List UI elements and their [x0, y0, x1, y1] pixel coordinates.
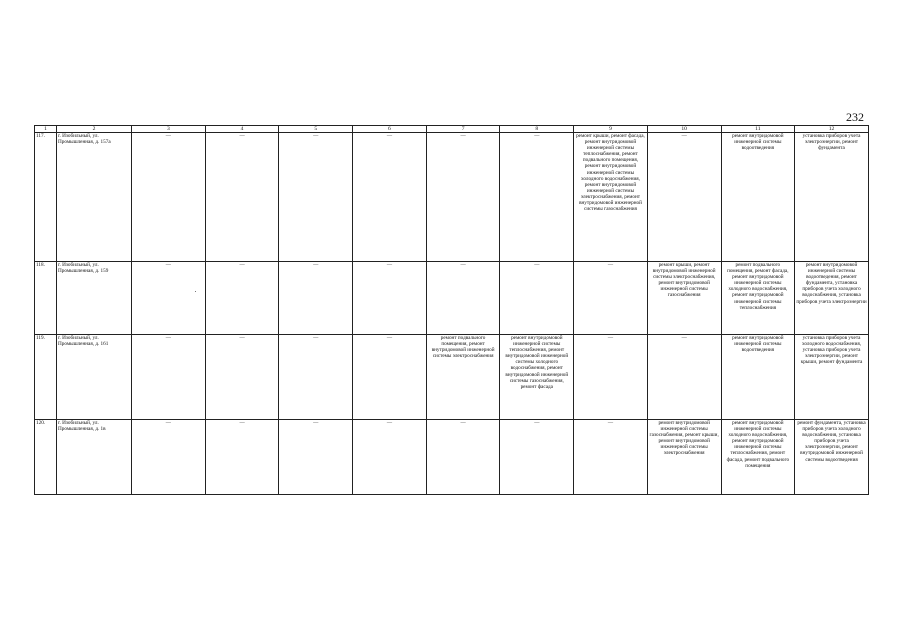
table-cell: ремонт внутридомовой инженерной системы холодного водоснабжения, ремонт внутридомовой инженерной системы теплоснабжения, ремонт фасада, ремонт подвального помещения — [721, 420, 795, 495]
table-cell: установка приборов учета холодного водоснабжения, установка приборов учета электроэнергии, ремонт крыши, ремонт фундамента — [795, 335, 869, 420]
table-cell: — — [647, 133, 721, 262]
table-cell: ремонт фундамента, установка приборов учета холодного водоснабжения, установка приборов учета электроэнергии, ремонт внутридомовой инженерной системы водоотведения — [795, 420, 869, 495]
table-cell: — — [500, 420, 574, 495]
column-header: 2 — [57, 126, 132, 133]
table-cell: — — [205, 262, 279, 335]
row-address: г. Изобильный, ул. Промышленная, д. 159 — [57, 262, 132, 335]
table-cell: — — [205, 335, 279, 420]
table-cell: — — [353, 335, 427, 420]
table-cell: — — [279, 335, 353, 420]
table-cell: ремонт подвального помещения, ремонт внутридомовой инженерной системы электроснабжения — [426, 335, 500, 420]
column-header: 8 — [500, 126, 574, 133]
column-header: 7 — [426, 126, 500, 133]
column-header: 4 — [205, 126, 279, 133]
table-cell: ремонт подвального помещения, ремонт фасада, ремонт внутридомовой инженерной системы холодного водоснабжения, ремонт внутридомовой инженерной системы теплоснабжения — [721, 262, 795, 335]
column-header: 5 — [279, 126, 353, 133]
table-cell: — — [500, 133, 574, 262]
table-cell: — — [279, 420, 353, 495]
table-cell: — — [574, 420, 648, 495]
column-header: 1 — [35, 126, 57, 133]
table-cell: ремонт внутридомовой инженерной системы водоотведения — [721, 133, 795, 262]
row-address: г. Изобильный, ул. Промышленная, д. 161 — [57, 335, 132, 420]
table-cell: — — [132, 262, 206, 335]
table-row — [35, 335, 869, 420]
column-number-row — [35, 126, 869, 133]
table-cell: — — [132, 133, 206, 262]
table-cell: — — [647, 335, 721, 420]
table-cell: — — [426, 133, 500, 262]
table-cell: ремонт внутридомовой инженерной системы газоснабжения, ремонт крыши, ремонт внутридомовой инженерной системы электроснабжения — [647, 420, 721, 495]
table-cell: — — [132, 420, 206, 495]
row-address: г. Изобильный, ул. Промышленная, д. 157а — [57, 133, 132, 262]
row-address: г. Изобильный, ул. Промышленная, д. 1в — [57, 420, 132, 495]
table-cell: — — [205, 133, 279, 262]
column-header: 12 — [795, 126, 869, 133]
table-cell: установка приборов учета электроэнергии, ремонт фундамента — [795, 133, 869, 262]
table-cell: ремонт внутридомовой инженерной системы водоотведения — [721, 335, 795, 420]
table-cell: — — [353, 420, 427, 495]
table-cell: — — [426, 420, 500, 495]
table-cell: — — [574, 335, 648, 420]
table-cell: — — [279, 133, 353, 262]
table-cell: ремонт крыши, ремонт внутридомовой инженерной системы электроснабжения, ремонт внутридомовой инженерной системы газоснабжения — [647, 262, 721, 335]
row-number: 120. — [35, 420, 57, 495]
table-row — [35, 262, 869, 335]
page-number: 232 — [846, 110, 864, 124]
row-number: 118. — [35, 262, 57, 335]
column-header: 10 — [647, 126, 721, 133]
column-header: 6 — [353, 126, 427, 133]
table-cell: ремонт крыши, ремонт фасада, ремонт внутридомовой инженерной системы теплоснабжения, ремонт подвального помещения, ремонт внутридомовой инженерной системы холодного водоснабжения, ремонт внутридомовой инженерной системы электроснабжения, ремонт внутридомовой инженерной системы газоснабжения — [574, 133, 648, 262]
table-cell: ремонт внутридомовой инженерной системы водоотведения, ремонт фундамента, установка приборов учета холодного водоснабжения, установка приборов учета электроэнергии — [795, 262, 869, 335]
table-cell: — — [426, 262, 500, 335]
row-number: 117. — [35, 133, 57, 262]
table-cell: — — [205, 420, 279, 495]
table-cell: ремонт внутридомовой инженерной системы теплоснабжения, ремонт внутридомовой инженерной системы холодного водоснабжения, ремонт внутридомовой инженерной системы газоснабжения, ремонт фасада — [500, 335, 574, 420]
column-header: 9 — [574, 126, 648, 133]
table-row — [35, 420, 869, 495]
table-cell: — — [353, 262, 427, 335]
row-number: 119. — [35, 335, 57, 420]
table-cell: — — [279, 262, 353, 335]
table-row — [35, 133, 869, 262]
column-header: 11 — [721, 126, 795, 133]
column-header: 3 — [132, 126, 206, 133]
table-cell: — — [132, 335, 206, 420]
scan-speck — [195, 291, 196, 292]
table-cell: — — [574, 262, 648, 335]
table-cell: — — [353, 133, 427, 262]
repair-schedule-table — [34, 125, 869, 495]
table-cell: — — [500, 262, 574, 335]
